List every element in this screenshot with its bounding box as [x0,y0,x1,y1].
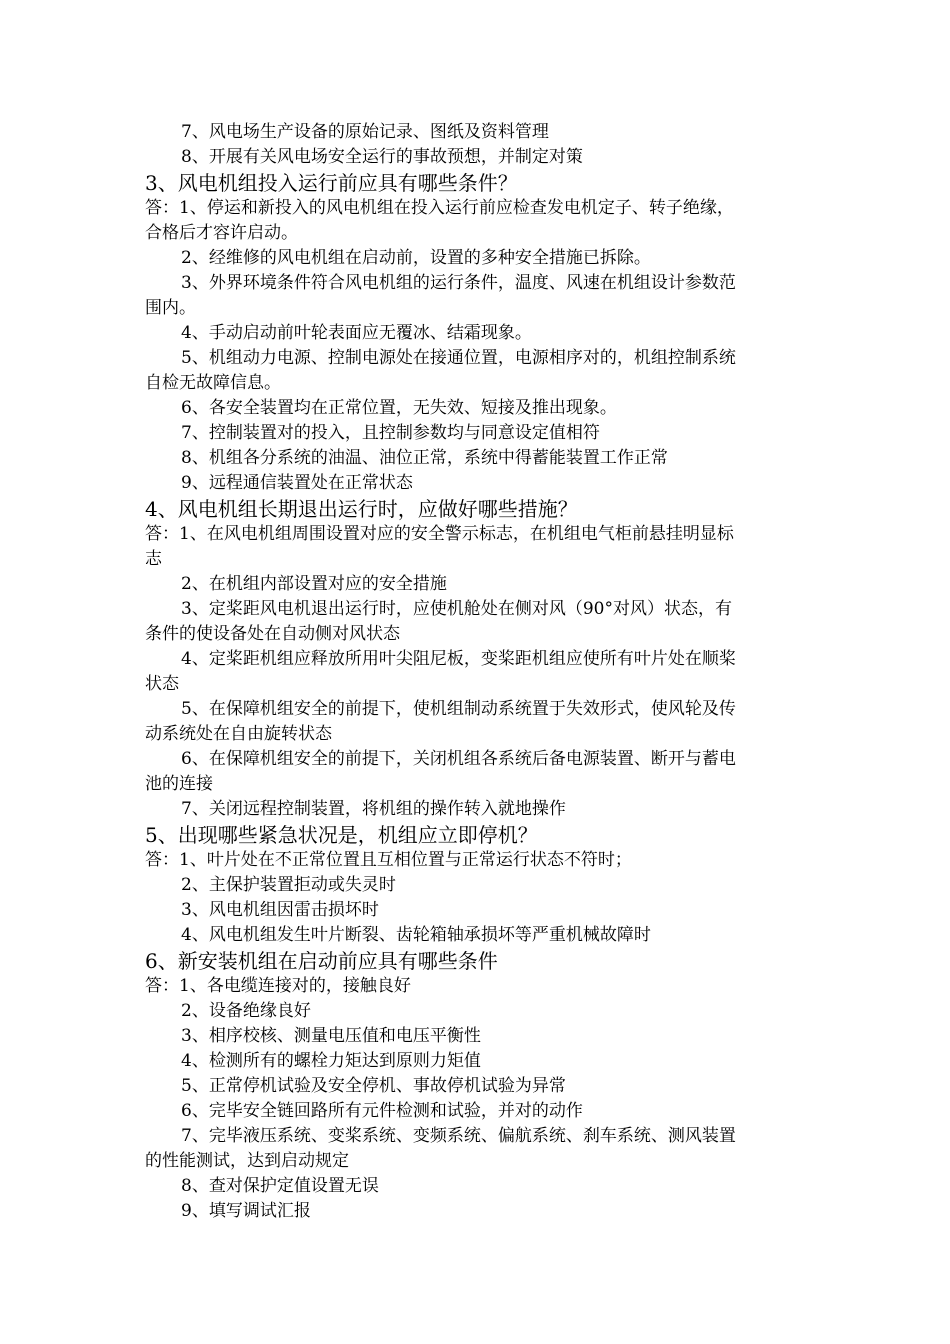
text-line: 答：1、各电缆连接对的，接触良好 [145,976,411,996]
text-line: 条件的使设备处在自动侧对风状态 [145,624,400,644]
text-line: 3、相序校核、测量电压值和电压平衡性 [181,1026,481,1046]
text-line: 动系统处在自由旋转状态 [145,724,332,744]
text-line: 8、机组各分系统的油温、油位正常，系统中得蓄能装置工作正常 [181,448,668,468]
text-line: 合格后才容许启动。 [145,223,298,243]
section-heading: 3、风电机组投入运行前应具有哪些条件？ [145,171,518,195]
text-line: 9、填写调试汇报 [181,1201,311,1221]
text-line: 2、在机组内部设置对应的安全措施 [181,574,447,594]
text-line: 5、在保障机组安全的前提下，使机组制动系统置于失效形式，使风轮及传 [181,699,736,719]
text-line: 自检无故障信息。 [145,373,281,393]
text-line: 3、定桨距风电机退出运行时，应使机舱处在侧对风（90°对风）状态，有 [181,599,732,619]
text-line: 7、控制装置对的投入，且控制参数均与同意设定值相符 [181,423,600,443]
text-line: 答：1、停运和新投入的风电机组在投入运行前应检查发电机定子、转子绝缘， [145,198,734,218]
text-line: 的性能测试，达到启动规定 [145,1151,349,1171]
text-line: 4、检测所有的螺栓力矩达到原则力矩值 [181,1051,481,1071]
text-line: 状态 [145,674,179,694]
text-line: 围内。 [145,298,196,318]
document-page [145,120,810,1224]
section-heading: 6、新安装机组在启动前应具有哪些条件 [145,949,498,973]
text-line: 2、经维修的风电机组在启动前，设置的多种安全措施已拆除。 [181,248,651,268]
text-line: 4、风电机组发生叶片断裂、齿轮箱轴承损坏等严重机械故障时 [181,925,651,945]
text-line: 4、定桨距机组应释放所用叶尖阻尼板，变桨距机组应使所有叶片处在顺桨 [181,649,736,669]
text-line: 9、远程通信装置处在正常状态 [181,473,413,493]
section-heading: 4、风电机组长期退出运行时，应做好哪些措施？ [145,497,578,521]
text-line: 2、设备绝缘良好 [181,1001,311,1021]
text-line: 6、在保障机组安全的前提下，关闭机组各系统后备电源装置、断开与蓄电 [181,749,736,769]
text-line: 8、查对保护定值设置无误 [181,1176,379,1196]
text-line: 7、完毕液压系统、变桨系统、变频系统、偏航系统、刹车系统、测风装置 [181,1126,736,1146]
text-line: 2、主保护装置拒动或失灵时 [181,875,396,895]
text-line: 7、关闭远程控制装置，将机组的操作转入就地操作 [181,799,566,819]
text-line: 6、各安全装置均在正常位置，无失效、短接及推出现象。 [181,398,617,418]
text-line: 5、机组动力电源、控制电源处在接通位置，电源相序对的，机组控制系统 [181,348,736,368]
text-line: 池的连接 [145,774,213,794]
text-line: 志 [145,549,162,569]
text-line: 8、开展有关风电场安全运行的事故预想，并制定对策 [181,147,583,167]
section-heading: 5、出现哪些紧急状况是，机组应立即停机？ [145,823,538,847]
text-line: 3、风电机组因雷击损坏时 [181,900,379,920]
text-line: 7、风电场生产设备的原始记录、图纸及资料管理 [181,122,549,142]
text-line: 3、外界环境条件符合风电机组的运行条件，温度、风速在机组设计参数范 [181,273,736,293]
text-line: 答：1、叶片处在不正常位置且互相位置与正常运行状态不符时； [145,850,632,870]
text-line: 5、正常停机试验及安全停机、事故停机试验为异常 [181,1076,566,1096]
text-line: 4、手动启动前叶轮表面应无覆冰、结霜现象。 [181,323,532,343]
text-line: 6、完毕安全链回路所有元件检测和试验，并对的动作 [181,1101,583,1121]
text-line: 答：1、在风电机组周围设置对应的安全警示标志，在机组电气柜前悬挂明显标 [145,524,734,544]
